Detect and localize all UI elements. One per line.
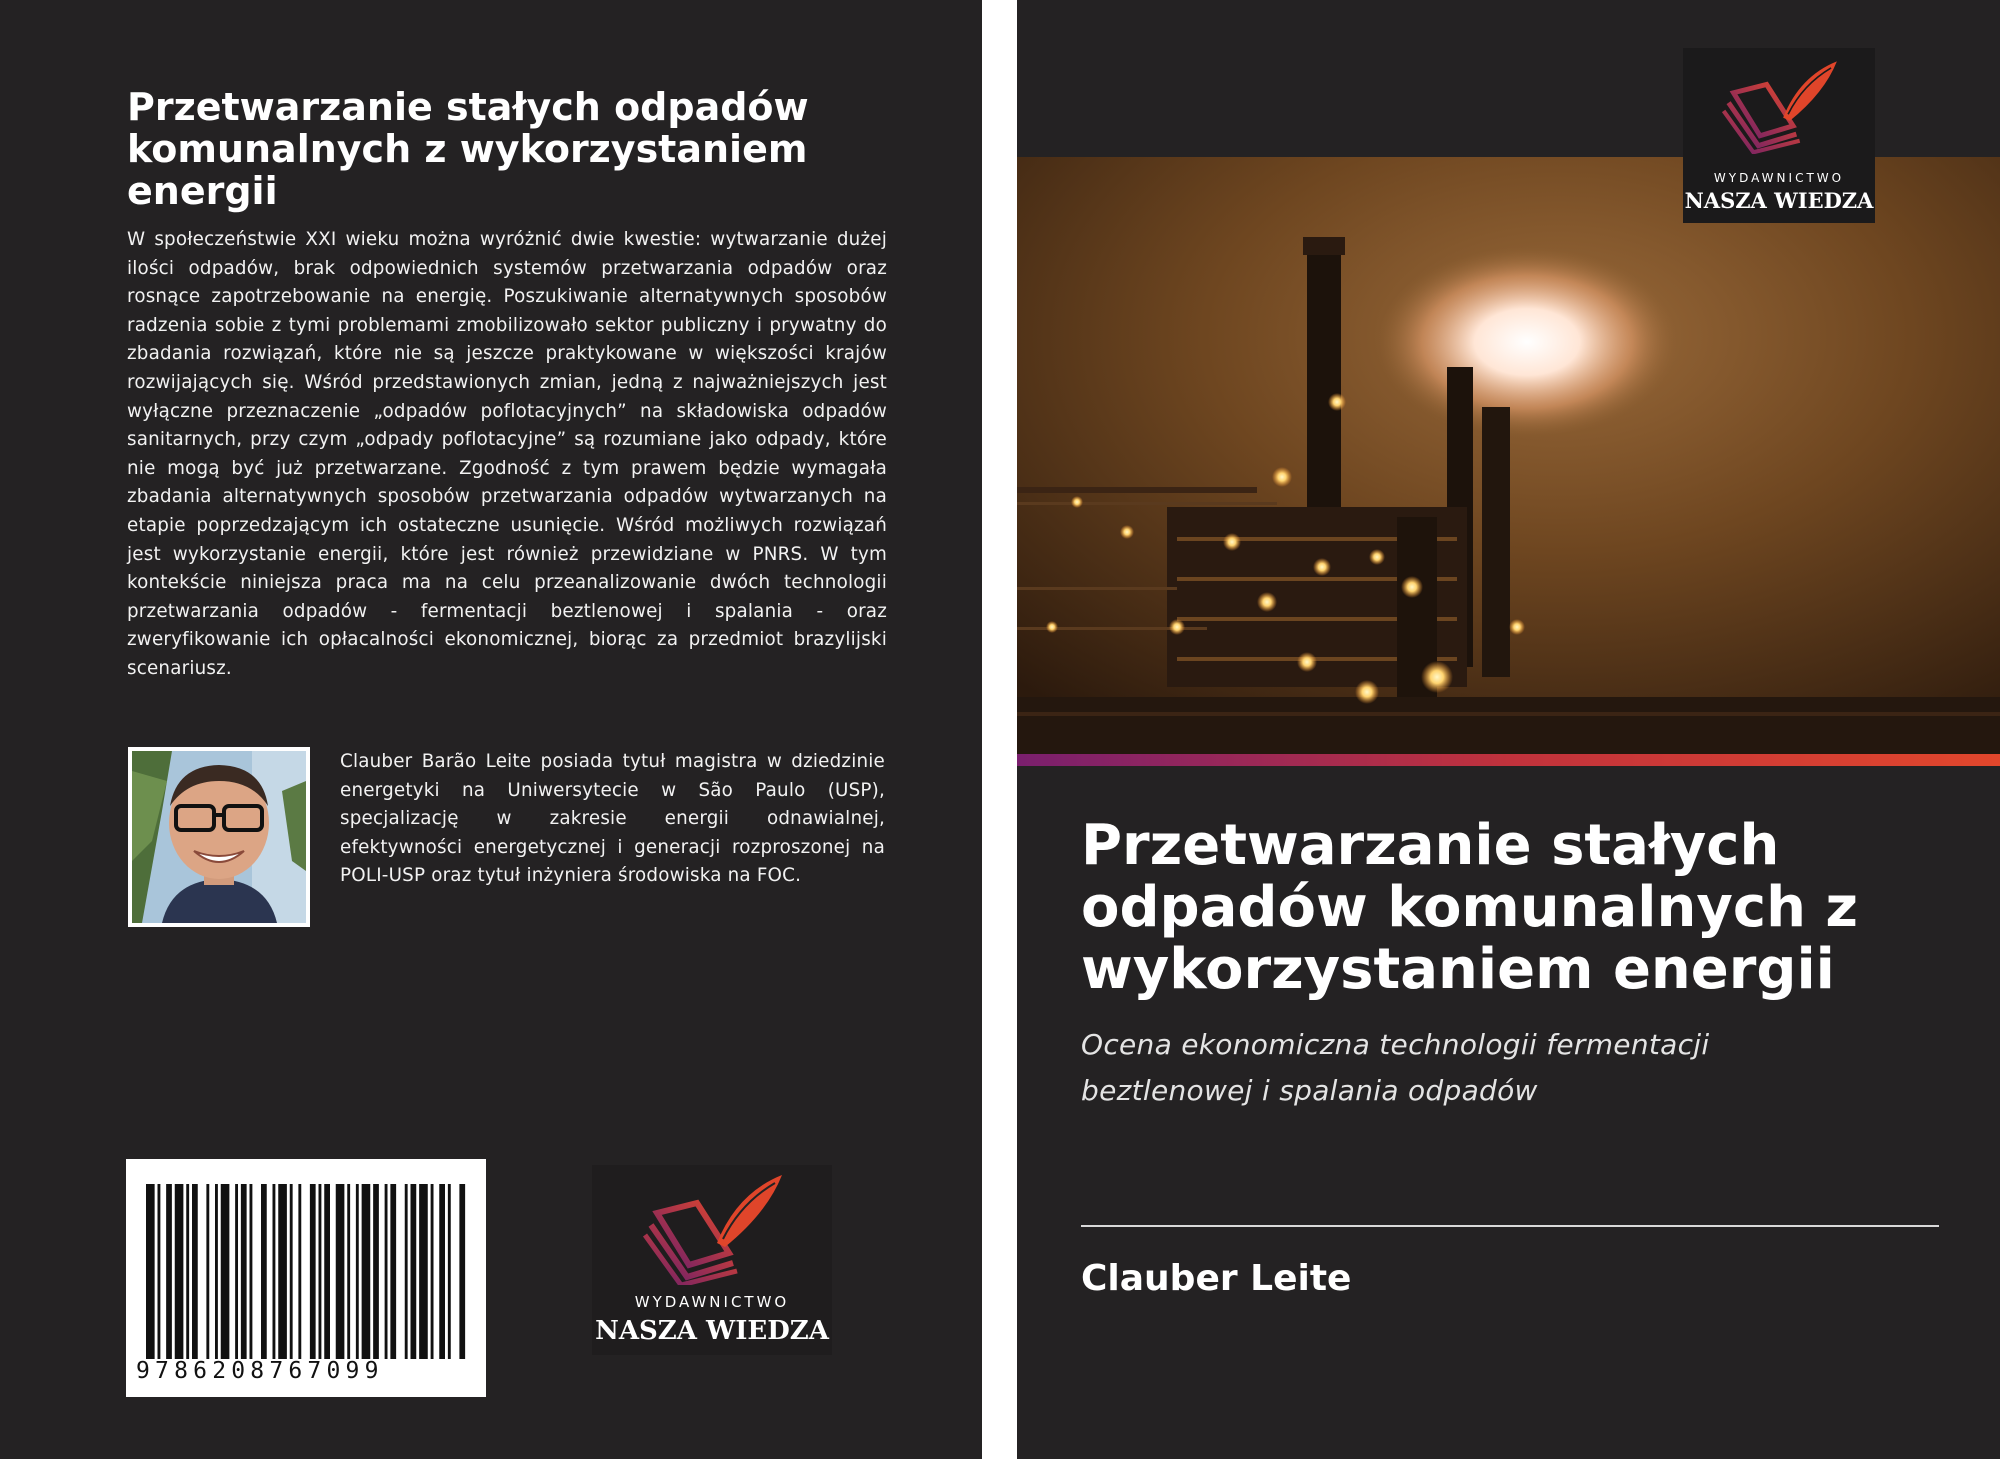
back-logo-name: NASZA WIEDZA bbox=[595, 1316, 829, 1346]
barcode-bar-2 bbox=[166, 1184, 172, 1359]
title-divider bbox=[1081, 1225, 1939, 1227]
back-cover-title: Przetwarzanie stałych odpadów komunalnych z wykorzystaniem energii bbox=[127, 85, 809, 213]
barcode-bar-7 bbox=[215, 1184, 218, 1359]
front-cover-title: Przetwarzanie stałych odpadów komunalnych z wykorzystaniem energii bbox=[1081, 813, 1859, 1002]
barcode-bar-14 bbox=[278, 1184, 287, 1359]
barcode-bar-17 bbox=[310, 1184, 316, 1359]
barcode-bar-16 bbox=[298, 1184, 301, 1359]
barcode-bar-25 bbox=[385, 1184, 388, 1359]
barcode-bar-1 bbox=[158, 1184, 161, 1359]
barcode-bar-9 bbox=[235, 1184, 238, 1359]
barcode-bar-27 bbox=[405, 1184, 408, 1359]
barcode-bar-22 bbox=[356, 1184, 359, 1359]
book-quill-icon bbox=[637, 1173, 787, 1285]
barcode-bar-32 bbox=[448, 1184, 451, 1359]
barcode-bar-3 bbox=[175, 1184, 184, 1359]
barcode-bar-20 bbox=[336, 1184, 345, 1359]
barcode-bar-28 bbox=[411, 1184, 417, 1359]
back-publisher-logo bbox=[592, 1165, 832, 1355]
front-logo-name: NASZA WIEDZA bbox=[1684, 188, 1874, 213]
author-bio: Clauber Barão Leite posiada tytuł magistra w dziedzinie energetyki na Uniwersytecie w São Paulo (USP), specjalizację w zakresie energii odnawialnej, efektywności energetycznej i generacji rozproszonej na POLI-USP oraz tytuł inżyniera środowiska na FOC. bbox=[340, 751, 885, 887]
barcode-bar-6 bbox=[206, 1184, 209, 1359]
barcode-bar-12 bbox=[261, 1184, 267, 1359]
barcode-bar-26 bbox=[390, 1184, 396, 1359]
barcode-bar-13 bbox=[273, 1184, 276, 1359]
barcode-bar-10 bbox=[241, 1184, 247, 1359]
barcode-bar-31 bbox=[439, 1184, 445, 1359]
barcode-bar-4 bbox=[186, 1184, 189, 1359]
front-cover-subtitle: Ocena ekonomiczna technologii fermentacji beztlenowej i spalania odpadów bbox=[1081, 1028, 1710, 1107]
barcode-bar-29 bbox=[419, 1184, 428, 1359]
barcode-bar-33 bbox=[459, 1184, 465, 1359]
barcode-bar-15 bbox=[290, 1184, 293, 1359]
barcode-bar-19 bbox=[324, 1184, 330, 1359]
barcode-bar-11 bbox=[250, 1184, 253, 1359]
front-logo-caption: WYDAWNICTWO bbox=[1713, 171, 1845, 185]
barcode-bar-30 bbox=[431, 1184, 434, 1359]
barcode-bar-5 bbox=[192, 1184, 198, 1359]
barcode-bars bbox=[146, 1184, 468, 1359]
author-portrait-image bbox=[132, 751, 306, 923]
isbn-digits: 9786208767099 bbox=[136, 1358, 384, 1384]
industrial-plant-photo bbox=[1017, 157, 2000, 755]
book-quill-icon bbox=[1717, 58, 1841, 154]
back-cover bbox=[0, 0, 982, 1459]
isbn-barcode bbox=[126, 1159, 486, 1397]
barcode-bar-0 bbox=[146, 1184, 155, 1359]
front-publisher-logo bbox=[1683, 48, 1875, 223]
accent-bar bbox=[1017, 754, 2000, 766]
barcode-bar-21 bbox=[347, 1184, 350, 1359]
back-logo-caption: WYDAWNICTWO bbox=[634, 1293, 790, 1311]
barcode-bar-8 bbox=[221, 1184, 230, 1359]
front-cover bbox=[1017, 0, 2000, 1459]
barcode-bar-18 bbox=[319, 1184, 322, 1359]
author-photo bbox=[128, 747, 310, 927]
barcode-bar-24 bbox=[373, 1184, 379, 1359]
barcode-bar-23 bbox=[362, 1184, 371, 1359]
front-cover-author: Clauber Leite bbox=[1081, 1258, 1352, 1299]
back-cover-description: W społeczeństwie XXI wieku można wyróżnić dwie kwestie: wytwarzanie dużej ilości odpadów, brak odpowiednich systemów przetwarzania odpadów oraz rosnące zapotrzebowanie na energię. Poszukiwanie alternatywnych sposobów radzenia sobie z tymi problemami zmobilizowało sektor publiczny i prywatny do zbadania rozwiązań, które nie są jeszcze praktykowane w większości krajów rozwijających się. Wśród przedstawionych zmian, jedną z najważniejszych jest wyłączne przeznaczenie „odpadów poflotacyjnych” na składowiska odpadów sanitarnych, przy czym „odpady poflotacyjne” są rozumiane jako odpady, które nie mogą być już przetwarzane. Zgodność z tym prawem będzie wymagała zbadania alternatywnych sposobów przetwarzania odpadów wytwarzanych na etapie poprzedzającym ich ostateczne usunięcie. Wśród możliwych rozwiązań jest wykorzystanie energii, które jest również przewidziane w PNRS. W tym kontekście niniejsza praca ma na celu przeanalizowanie dwóch technologii przetwarzania odpadów - fermentacji beztlenowej i spalania - oraz zweryfikowanie ich opłacalności ekonomicznej, biorąc za przedmiot brazylijski scenariusz. bbox=[127, 229, 887, 679]
